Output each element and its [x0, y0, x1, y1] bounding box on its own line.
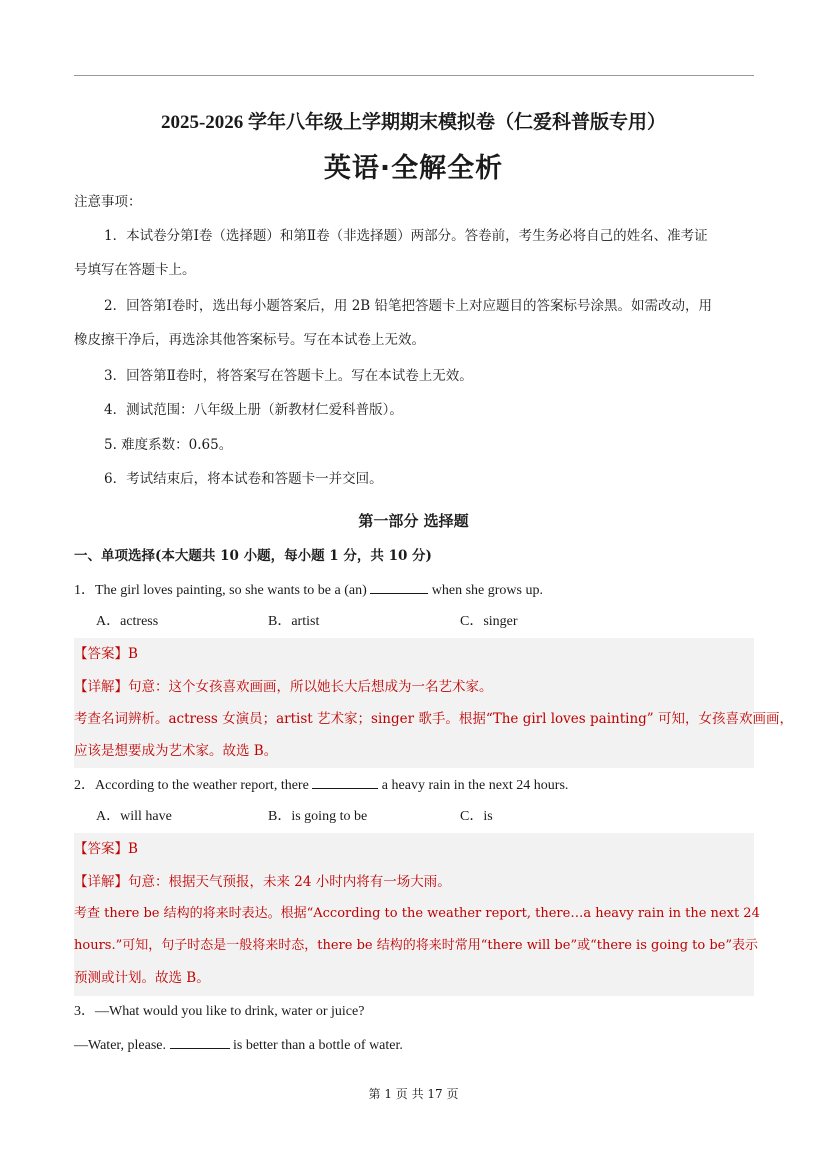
question-2-stem	[74, 775, 568, 795]
answer-label: 【答案】	[74, 646, 128, 662]
note-item-6: 6．考试结束后，将本试卷和答题卡一并交回。	[104, 471, 383, 487]
detail-label: 【详解】	[74, 874, 128, 890]
question-2-detail	[74, 873, 451, 891]
question-1-option-a: A．actress	[96, 614, 159, 629]
note-item-4: 4．测试范围：八年级上册（新教材仁爱科普版）。	[104, 402, 403, 418]
question-2-option-a: A．will have	[96, 809, 172, 824]
note-item-1-cont: 号填写在答题卡上。	[74, 262, 196, 278]
question-1-analysis-2: 应该是想要成为艺术家。故选 B。	[74, 743, 278, 759]
question-1-blank	[370, 580, 428, 594]
question-1-analysis-1: 考查名词辨析。actress 女演员；artist 艺术家；singer 歌手。根据“The girl loves painting” 可知，女孩喜欢画画，	[74, 711, 793, 727]
question-2-option-c: C．is	[460, 809, 493, 824]
answer-value: B	[128, 841, 138, 857]
answer-label: 【答案】	[74, 841, 128, 857]
question-3-stem: 3．—What would you like to drink, water or juice?	[74, 1004, 365, 1019]
section-title: 第一部分 选择题	[358, 512, 469, 530]
question-2-analysis-2: hours.”可知，句子时态是一般将来时态，there be 结构的将来时常用“there will be”或“there is going to be”表示	[74, 938, 758, 953]
question-2-option-b: B．is going to be	[268, 809, 368, 824]
question-1-option-c: C．singer	[460, 614, 518, 629]
question-1-stem-end: when she grows up.	[431, 583, 543, 598]
note-item-1: 1．本试卷分第Ⅰ卷（选择题）和第Ⅱ卷（非选择题）两部分。答卷前，考生务必将自己的姓名、准考证	[104, 228, 708, 244]
note-item-5: 5. 难度系数：0.65。	[104, 437, 233, 453]
question-1-detail	[74, 678, 493, 696]
note-item-2: 2．回答第Ⅰ卷时，选出每小题答案后，用 2B 铅笔把答题卡上对应题目的答案标号涂黑。如需改动，用	[104, 298, 713, 314]
page-subtitle: 英语·全解全析	[323, 153, 504, 184]
header-rule	[74, 75, 754, 76]
question-3-reply	[74, 1035, 403, 1055]
part-heading: 一、单项选择(本大题共 10 小题，每小题 1 分，共 10 分)	[74, 548, 432, 564]
note-item-3: 3．回答第Ⅱ卷时，将答案写在答题卡上。写在本试卷上无效。	[104, 368, 473, 384]
question-2-blank	[312, 775, 378, 789]
question-3-reply-start: —Water, please.	[74, 1038, 166, 1053]
question-2-stem-end: a heavy rain in the next 24 hours.	[381, 778, 569, 793]
note-item-2-cont: 橡皮擦干净后，再选涂其他答案标号。写在本试卷上无效。	[74, 332, 425, 348]
question-1-stem	[74, 580, 543, 600]
question-3-reply-end: is better than a bottle of water.	[233, 1038, 403, 1053]
question-3-blank	[170, 1035, 230, 1049]
question-1-answer	[74, 645, 138, 663]
page-footer: 第 1 页 共 17 页	[368, 1087, 459, 1101]
detail-label: 【详解】	[74, 679, 128, 695]
question-1-option-b: B．artist	[268, 614, 320, 629]
question-2-analysis-1: 考查 there be 结构的将来时表达。根据“According to the weather report, there…a heavy rain in the next 24	[74, 906, 760, 921]
question-2-answer	[74, 840, 138, 858]
detail-text: 句意：这个女孩喜欢画画，所以她长大后想成为一名艺术家。	[128, 679, 493, 695]
answer-value: B	[128, 646, 138, 662]
detail-text: 句意：根据天气预报，未来 24 小时内将有一场大雨。	[128, 874, 451, 890]
question-1-stem-start: 1．The girl loves painting, so she wants to be a (an)	[74, 583, 367, 598]
notes-heading: 注意事项：	[74, 194, 142, 210]
question-2-stem-start: 2．According to the weather report, there	[74, 778, 309, 793]
page-title: 2025-2026 学年八年级上学期期末模拟卷（仁爱科普版专用）	[160, 112, 667, 133]
question-2-analysis-3: 预测或计划。故选 B。	[74, 970, 210, 986]
